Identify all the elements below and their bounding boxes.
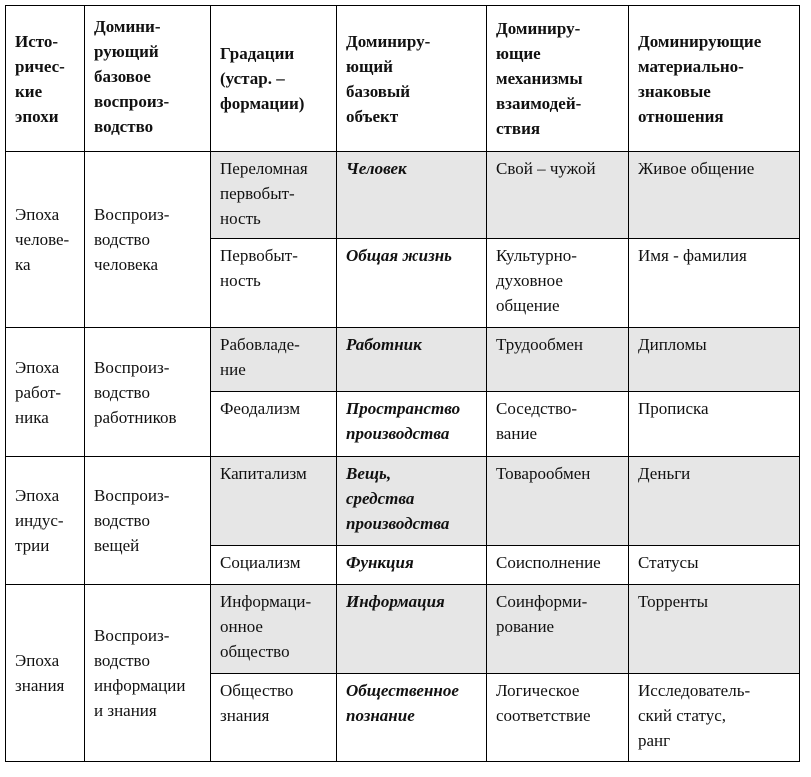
mechanism-cell: Трудообмен bbox=[487, 328, 629, 392]
header-epochs: Исто- ричес- кие эпохи bbox=[6, 6, 85, 152]
gradation-cell: Общество знания bbox=[211, 674, 337, 762]
epochs-table bbox=[5, 5, 800, 762]
gradation-cell: Рабовладе- ние bbox=[211, 328, 337, 392]
relation-cell: Прописка bbox=[629, 392, 800, 457]
header-object: Доминиру- ющий базовый объект bbox=[337, 6, 487, 152]
mechanism-cell: Логическое соответствие bbox=[487, 674, 629, 762]
table-row bbox=[6, 328, 800, 392]
relation-cell: Имя - фамилия bbox=[629, 239, 800, 328]
epoch-reproduction: Воспроиз- водство человека bbox=[85, 152, 211, 328]
object-cell: Общая жизнь bbox=[337, 239, 487, 328]
relation-cell: Статусы bbox=[629, 546, 800, 585]
relation-cell: Исследователь- ский статус, ранг bbox=[629, 674, 800, 762]
epoch-name: Эпоха индус- трии bbox=[6, 457, 85, 585]
epoch-reproduction: Воспроиз- водство информации и знания bbox=[85, 585, 211, 762]
object-cell: Работник bbox=[337, 328, 487, 392]
mechanism-cell: Свой – чужой bbox=[487, 152, 629, 239]
header-reproduction: Домини- рующий базовое воспроиз- водство bbox=[85, 6, 211, 152]
epoch-name: Эпоха знания bbox=[6, 585, 85, 762]
mechanism-cell: Соседство- вание bbox=[487, 392, 629, 457]
gradation-cell: Феодализм bbox=[211, 392, 337, 457]
epoch-reproduction: Воспроиз- водство работников bbox=[85, 328, 211, 457]
mechanism-cell: Товарообмен bbox=[487, 457, 629, 546]
table-row bbox=[6, 457, 800, 546]
header-gradations: Градации (устар. – формации) bbox=[211, 6, 337, 152]
epoch-name: Эпоха челове- ка bbox=[6, 152, 85, 328]
object-cell: Вещь, средства производства bbox=[337, 457, 487, 546]
mechanism-cell: Культурно- духовное общение bbox=[487, 239, 629, 328]
mechanism-cell: Соисполнение bbox=[487, 546, 629, 585]
epoch-reproduction: Воспроиз- водство вещей bbox=[85, 457, 211, 585]
epoch-name: Эпоха работ- ника bbox=[6, 328, 85, 457]
object-cell: Общественное познание bbox=[337, 674, 487, 762]
object-cell: Пространство производства bbox=[337, 392, 487, 457]
relation-cell: Деньги bbox=[629, 457, 800, 546]
table-row bbox=[6, 585, 800, 674]
relation-cell: Торренты bbox=[629, 585, 800, 674]
gradation-cell: Первобыт- ность bbox=[211, 239, 337, 328]
gradation-cell: Капитализм bbox=[211, 457, 337, 546]
object-cell: Человек bbox=[337, 152, 487, 239]
gradation-cell: Переломная первобыт- ность bbox=[211, 152, 337, 239]
header-relations: Доминирующие материально- знаковые отношения bbox=[629, 6, 800, 152]
object-cell: Функция bbox=[337, 546, 487, 585]
table-row bbox=[6, 152, 800, 239]
header-row bbox=[6, 6, 800, 152]
gradation-cell: Социализм bbox=[211, 546, 337, 585]
relation-cell: Живое общение bbox=[629, 152, 800, 239]
mechanism-cell: Соинформи- рование bbox=[487, 585, 629, 674]
gradation-cell: Информаци- онное общество bbox=[211, 585, 337, 674]
relation-cell: Дипломы bbox=[629, 328, 800, 392]
header-mechanisms: Доминиру- ющие механизмы взаимодей- ствия bbox=[487, 6, 629, 152]
object-cell: Информация bbox=[337, 585, 487, 674]
